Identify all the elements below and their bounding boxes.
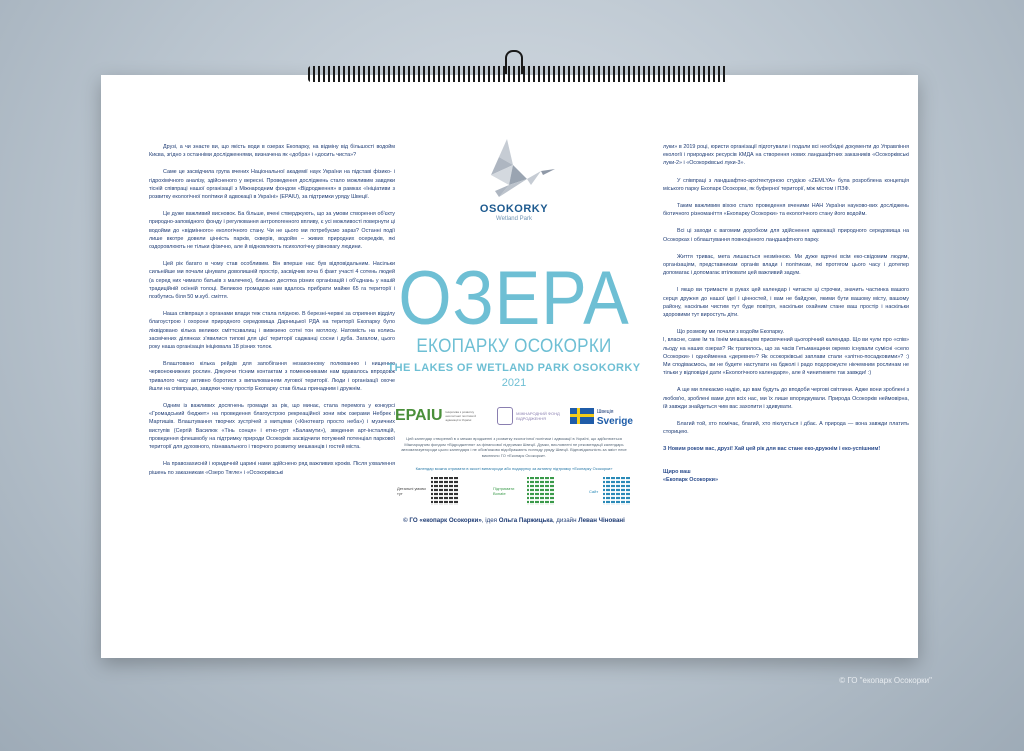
- sweden-label-ua: Швеція: [596, 409, 614, 415]
- credits-idea-label: , ідея: [481, 517, 499, 524]
- qr-support-label: Підтримати Bonate: [493, 486, 515, 496]
- credits-design-label: , дизайн: [552, 517, 579, 524]
- sweden-logo: [570, 405, 633, 426]
- qr-support[interactable]: [493, 477, 555, 505]
- calendar-page: [101, 75, 918, 658]
- vidrodzhennia-icon: [497, 407, 513, 425]
- main-subtitle: ЕКОПАРКУ ОСОКОРКИ: [416, 336, 612, 357]
- right-paragraph: У співпраці з ландшафтно-архітектурною студією «ZEMLYA» була розроблена концепція міського парку Екопарк Осокорки, як буферної території, між містом і ПЗФ.: [663, 177, 909, 192]
- disclaimer-text: Цей календар створений в о межах вродженні з розвитку екологічної політики і адвокації в Україні, що здійснюється Міжнародним фондом «Відродження» за фінансової підтримки Швеції. Думки, висловлені не рекомендації календарь автоматизувтороди цього календаря і не обов'язково відображають погляду уряду Швеції. Відповідальність за зміст несе виключно ГО «Екопарк Осокорки».: [401, 436, 627, 458]
- vidrodzhennia-name: МІЖНАРОДНИЙ ФОНД ВІДРОДЖЕННЯ: [516, 410, 560, 421]
- epaiu-logo: [395, 407, 490, 425]
- qr-codes-row: [385, 477, 643, 505]
- epaiu-wordmark: ЕРАІU: [395, 406, 443, 424]
- right-paragraph: І якщо ви тримаєте в руках цей календар і читаєте ці строчки, значить частинка вашого серця дружня до нашої ідеї і цінностей, і вам не байдуже, якими бути вашому місту, вашому району, наскільки чистим тут буде повітря, наскільки охайним стане ваш простір і наскільки здоровими тут виростуть діти.: [663, 287, 909, 319]
- center-title-block: [385, 135, 643, 524]
- swedish-flag-icon: [570, 408, 594, 424]
- credits-idea-author: Ольга Паржицька: [498, 517, 553, 524]
- left-paragraph: Одним із важливих досягнень громади за рік, що минає, стала перемога у конкурсі «Громадський бюджет» на проведення благоустрою рекреаційної зони між озерами Небрек і Мартишів. Влаштування творчих зустрічей з митцями («Кінотеатр просто неба») і музичних виступів (Сергій Василюк «Тінь сонця» і етно-гурт «Баламути»), зведення арт-інсталяцій, проведення флешмобу на підтримку природи Осокорків засвідчили потужний потенціал паркової території для духовного, пізнавального і творчого розвитку мешканців і гостей міста.: [149, 403, 395, 451]
- sweden-text: [597, 405, 633, 426]
- left-paragraph: Друзі, а чи знаєте ви, що якість води в озерах Екопарку, на відміну від більшості водойм Києва, згідно з останніми дослідженнями, визначена як «добра» і «досить чиста»?: [149, 144, 395, 159]
- qr-details[interactable]: [397, 477, 459, 505]
- calendar-year: 2021: [501, 377, 527, 389]
- support-note: Календар можна отримати в якості винагороди або подарунку за активну підтримку «Екопарку Осокорки»: [415, 466, 613, 471]
- copyright-watermark: © ГО "екопарк Осокорки": [839, 676, 932, 685]
- qr-site[interactable]: [589, 477, 631, 505]
- left-paragraph: Цей рік багато в чому став особливим. Він вперше нас був відповідальним. Насільки сильнійше ми почали цінувати доволишній простір, засвідчив хоча б факт участі 4 сотень людей (а серед них чимало батьків з малечею), близько десятка різних організацій і об'єднань у нашій традиційній осінній толоці. Великою громадою нам вдалось прибрати майже 65 га території і позбутись біля 50 м.куб. сміття.: [149, 261, 395, 301]
- qr-details-label: Детальні умови тут: [397, 486, 426, 496]
- left-paragraph: Влаштовано кілька рейдів для запобігання незаконному полюванню і нищенню червонокнижних рослин. Дякуючи тісним контактам з поменжниками нам вдавалось впродовж тривалого часу активно боротися з випалюванням лугової території. Люди і організації охоче йшли на співпрацю, завдяки чому простір Екопарку став більш принадним і дружнім.: [149, 361, 395, 392]
- heron-logo-icon: [469, 135, 559, 205]
- qr-site-label: Сайт: [589, 488, 599, 494]
- brand-name: OSOKORKY: [479, 203, 549, 215]
- right-paragraph: Що розмову ми почали з водойм Екопарку. І, власне, саме їм та їхнім мешканцям присвячений цьогорічний календар. Що ви чули про «спів» льоду на наших озерах? Як трапилось, що за часів Гетьманщини окремо існували сумісні «село Осокорки» і однойменна «деревня»? Як осокорківські заплави стали «злітно-посадковими»? :) Ми сподіваємось, ви не будете наступати на бджолі і радо подорожуєте нікчемним рослинам не тільки у відповідні дати «Екологічного календаря», але й чинитимете так завжди! :): [663, 329, 909, 377]
- right-paragraph: Всі ці заходи є вагомим доробком для здійснення адвокації природного середовища на Осокорках і облаштування повноцінного ландшафтного парку.: [663, 228, 909, 243]
- brand-subtitle: Wetland Park: [496, 216, 532, 222]
- epaiu-caption: Ініціатива з розвитку екологічної політики й адвокації в Україні: [445, 409, 477, 422]
- english-subtitle: THE LAKES OF WETLAND PARK OSOKORKY: [387, 362, 641, 374]
- right-paragraph: А ще ми плекаємо надію, що вам будуть до вподоби чергові світлини. Адже вони зроблені з любов'ю, зроблені вами для всіх нас, ми їх лише впорядкували. Природа Осокорків неймовірна, їй завжди знайдеться чим вас захопити і здивувати.: [663, 387, 909, 410]
- left-paragraph: Саме це засвідчила група вчених Національної академії наук України на підставі фізико- і гідрохімічного аналізу, здійсненого у вересні. Проведення досліджень стало можливим завдяки тісній співпраці нашої організації з Міжнародним фондом «Відродження» в рамках «Ініціативи з розвитку екологічної політики й адвокації в Україні» (ЕРАІU), за підтримки уряду Швеції.: [149, 169, 395, 201]
- credits-designer: Леван Чіновані: [578, 517, 625, 524]
- vidrodzhennia-logo: [497, 407, 562, 425]
- qr-code-icon: [603, 477, 631, 505]
- right-paragraph: Благий той, хто помічає, благий, хто піклується і дбає. А природа — вона завжди платить сторицею.: [663, 421, 909, 436]
- new-year-greeting: З Новим роком вас, друзі! Хай цей рік для вас стане еко-дружнім і еко-успішним!: [663, 446, 881, 453]
- left-paragraph: Наша співпраця з органами влади теж стала плідною. В березні-червні за сприяння відділу благоустрою і охорони природного середовища Дарницької РДА на території Екопарку було ліквідовано кілька великих сміттєзвалищ і вивезено сотні тон мотлоху. Натомість на колись засмічених ділянках з'явилися типові для цієї території саджанці сосни і дуба. Загалом, цього року наша організація ініціювала 18 різних толок.: [149, 311, 395, 351]
- credits-org: © ГО «екопарк Осокорки»: [403, 517, 482, 524]
- right-paragraph: луки» в 2019 році, юристи організації підготували і подали всі необхідні документи до Управління екології і природних ресурсів КМДА на створення нових ландшафтних заказників «Осокорківські луки-2» і «Осокорківські луки-3».: [663, 144, 909, 167]
- right-paragraph: Життя триває, мета лишається незмінною. Ми дуже вдячні всім еко-свідомим людям, організаціям, представникам органів влади і політикам, які протягом цього часу і дотепер допомагає і допомагає втілювати цей важливий задум.: [663, 253, 909, 277]
- signature: Щиро ваш «Екопарк Осокорки»: [663, 468, 718, 483]
- qr-code-icon: [527, 477, 555, 505]
- calendar-spiral-binding: [308, 66, 728, 82]
- right-text-column: [663, 143, 909, 493]
- right-paragraph: Таким важливим віхою стало проведення вченими НАН України науково-вих досліджень біотичного різноманіття «Екопарку Осокорки» та екологічного стану його водойм.: [663, 203, 909, 218]
- main-title: ОЗЕРА: [398, 256, 630, 341]
- left-text-column: [149, 143, 395, 486]
- partner-logos: [385, 405, 643, 426]
- qr-code-icon: [431, 477, 459, 505]
- left-paragraph: Це дуже важливий висновок. Ба більше, вчені стверджують, що за умови створення об'єкту природно-заповідного фонду і регулювання антропогенного впливу, є усі можливості повернути ці водойми до «відмінного» екологічного стану. Чи не цього ми потребуємо зараз? Останні події лише вкотре довели цінність парків, скверів, водойм – живих природних осередків, які оздоровлюють не тільки фізично, але й відновлюють психологічну рівновагу людини.: [149, 211, 395, 251]
- credits-line: [385, 517, 643, 524]
- sweden-label-sv: Sverige: [596, 416, 633, 427]
- left-paragraph: На правозахисній і юридичній царині нами здійснено ряд важливих кроків. Після ухвалення рішень по заказникам «Озеро Тягле» і «Осокорківські: [149, 461, 395, 476]
